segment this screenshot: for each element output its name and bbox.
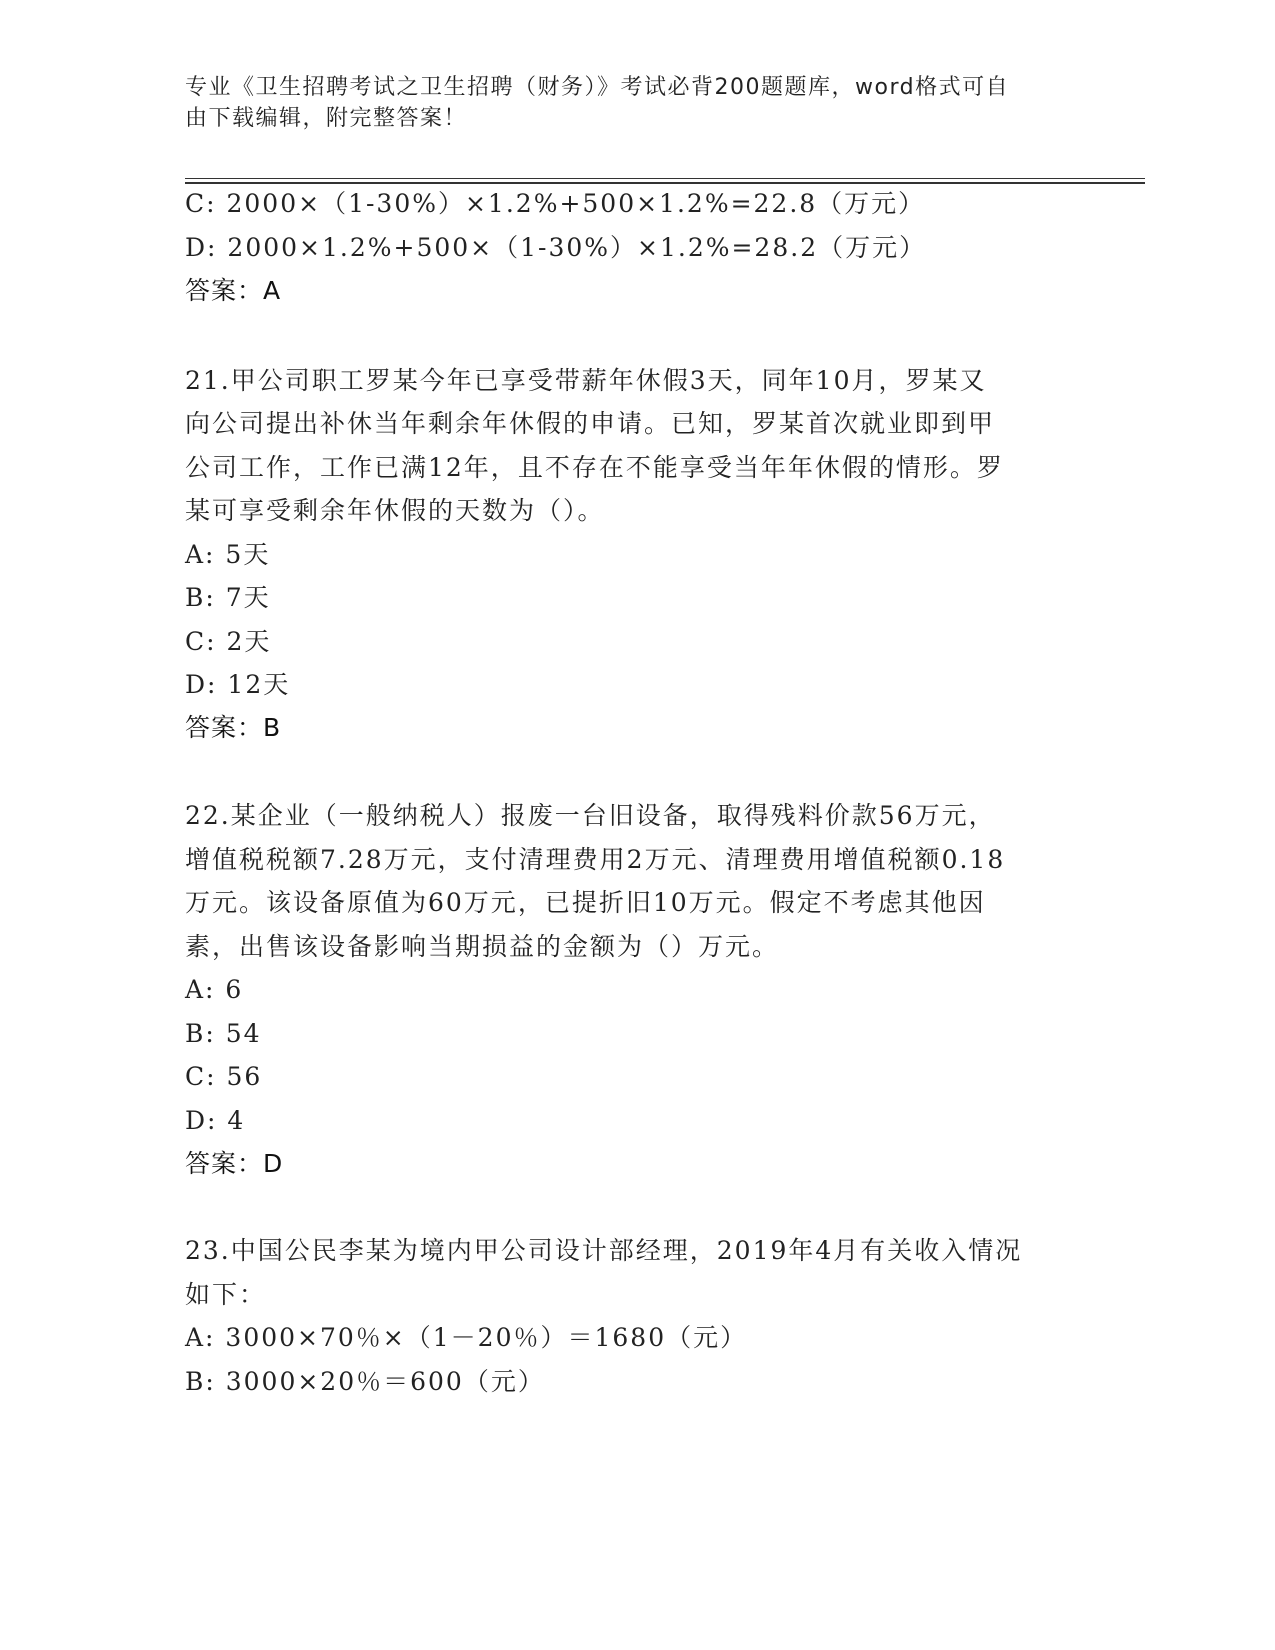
q22-option-b: B: 54 [185,1019,262,1048]
q22-option-c: C: 56 [185,1062,263,1091]
q23-text-line-2: 如下： [185,1280,267,1309]
q22-answer: 答案：D [185,1149,284,1178]
q23-option-b: B: 3000×20％＝600（元） [185,1367,545,1396]
q21-option-d: D: 12天 [185,670,291,699]
q21-text-line-3: 公司工作，工作已满12年，且不存在不能享受当年年休假的情形。罗 [185,453,1004,482]
header-line-2: 由下载编辑，附完整答案！ [185,106,468,131]
q21-option-c: C: 2天 [185,627,272,656]
q23-option-a: A: 3000×70％×（1－20％）＝1680（元） [185,1323,748,1352]
q22-text-line-3: 万元。该设备原值为60万元，已提折旧10万元。假定不考虑其他因 [185,888,986,917]
q21-answer: 答案：B [185,713,282,742]
q21-option-a: A: 5天 [185,540,271,569]
prev-answer: 答案：A [185,276,282,305]
document-header [185,72,1085,134]
q22-option-d: D: 4 [185,1106,246,1135]
q22-text-line-4: 素，出售该设备影响当期损益的金额为（）万元。 [185,932,780,961]
prev-option-d: D: 2000×1.2%+500×（1-30%）×1.2%=28.2（万元） [185,233,927,262]
prev-option-c: C: 2000×（1-30%）×1.2%+500×1.2%=22.8（万元） [185,189,926,218]
header-divider-thick [185,182,1145,184]
q21-text-line-2: 向公司提出补休当年剩余年休假的申请。已知，罗某首次就业即到甲 [185,409,996,438]
header-line-1: 专业《卫生招聘考试之卫生招聘（财务）》考试必背200题题库，word格式可自 [185,75,1010,100]
q22-text-line-1: 22.某企业（一般纳税人）报废一台旧设备，取得残料价款56万元， [185,801,996,830]
q21-option-b: B: 7天 [185,583,271,612]
header-divider-thin [185,178,1145,179]
q21-text-line-4: 某可享受剩余年休假的天数为（）。 [185,496,605,525]
q22-option-a: A: 6 [185,975,244,1004]
q23-text-line-1: 23.中国公民李某为境内甲公司设计部经理，2019年4月有关收入情况 [185,1236,1023,1265]
q21-text-line-1: 21.甲公司职工罗某今年已享受带薪年休假3天，同年10月，罗某又 [185,366,987,395]
q22-text-line-2: 增值税税额7.28万元，支付清理费用2万元、清理费用增值税额0.18 [185,845,1006,874]
